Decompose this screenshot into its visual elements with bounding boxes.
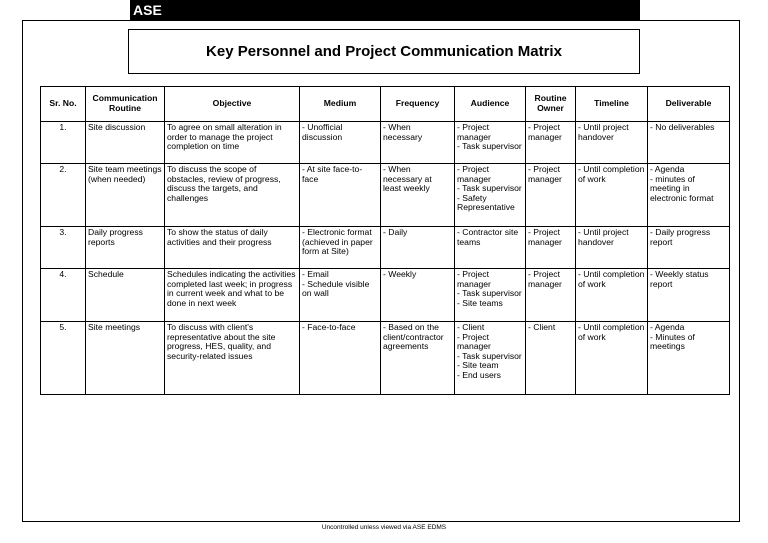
cell-deliverable: - No deliverables <box>648 122 730 164</box>
cell-owner: - Project manager <box>526 164 576 227</box>
table-row <box>41 227 730 269</box>
cell-sr: 1. <box>41 122 86 164</box>
col-header-medium: Medium <box>300 87 381 122</box>
col-header-timeline: Timeline <box>576 87 648 122</box>
col-header-owner: Routine Owner <box>526 87 576 122</box>
cell-timeline: - Until completion of work <box>576 164 648 227</box>
col-header-objective: Objective <box>165 87 300 122</box>
table-header-row <box>41 87 730 122</box>
cell-deliverable: - Agenda - Minutes of meetings <box>648 322 730 395</box>
cell-sr: 4. <box>41 269 86 322</box>
cell-routine: Site team meetings (when needed) <box>86 164 165 227</box>
cell-routine: Schedule <box>86 269 165 322</box>
cell-audience: - Client - Project manager - Task supervisor - Site team - End users <box>455 322 526 395</box>
cell-frequency: - Weekly <box>381 269 455 322</box>
cell-routine: Site meetings <box>86 322 165 395</box>
cell-objective: To discuss with client's representative about the site progress, HES, quality, and security-related issues <box>165 322 300 395</box>
cell-owner: - Client <box>526 322 576 395</box>
table-row <box>41 269 730 322</box>
cell-medium: - Email - Schedule visible on wall <box>300 269 381 322</box>
table-row <box>41 322 730 395</box>
cell-deliverable: - Agenda - minutes of meeting in electronic format <box>648 164 730 227</box>
col-header-audience: Audience <box>455 87 526 122</box>
cell-objective: Schedules indicating the activities completed last week; in progress in current week and what to be done in next week <box>165 269 300 322</box>
footer-note: Uncontrolled unless viewed via ASE EDMS <box>321 524 447 531</box>
cell-objective: To discuss the scope of obstacles, review of progress, discuss the targets, and challenges <box>165 164 300 227</box>
col-header-deliverable: Deliverable <box>648 87 730 122</box>
cell-frequency: - Daily <box>381 227 455 269</box>
cell-deliverable: - Weekly status report <box>648 269 730 322</box>
cell-frequency: - When necessary <box>381 122 455 164</box>
col-header-frequency: Frequency <box>381 87 455 122</box>
cell-routine: Site discussion <box>86 122 165 164</box>
cell-medium: - At site face-to-face <box>300 164 381 227</box>
cell-audience: - Project manager - Task supervisor <box>455 122 526 164</box>
table-row <box>41 122 730 164</box>
cell-audience: - Contractor site teams <box>455 227 526 269</box>
cell-frequency: - When necessary at least weekly <box>381 164 455 227</box>
cell-audience: - Project manager - Task supervisor - Site teams <box>455 269 526 322</box>
cell-sr: 3. <box>41 227 86 269</box>
page-title: Key Personnel and Project Communication Matrix <box>206 43 562 60</box>
cell-timeline: - Until project handover <box>576 122 648 164</box>
table-row <box>41 164 730 227</box>
cell-objective: To show the status of daily activities and their progress <box>165 227 300 269</box>
header-bar <box>130 0 640 20</box>
cell-owner: - Project manager <box>526 122 576 164</box>
cell-owner: - Project manager <box>526 269 576 322</box>
title-box <box>128 29 640 74</box>
cell-medium: - Electronic format (achieved in paper form at Site) <box>300 227 381 269</box>
cell-timeline: - Until completion of work <box>576 322 648 395</box>
cell-medium: - Unofficial discussion <box>300 122 381 164</box>
communication-matrix-table <box>40 86 730 395</box>
col-header-routine: Communication Routine <box>86 87 165 122</box>
cell-sr: 5. <box>41 322 86 395</box>
cell-routine: Daily progress reports <box>86 227 165 269</box>
cell-deliverable: - Daily progress report <box>648 227 730 269</box>
cell-timeline: - Until completion of work <box>576 269 648 322</box>
col-header-sr: Sr. No. <box>41 87 86 122</box>
cell-objective: To agree on small alteration in order to manage the project completion on time <box>165 122 300 164</box>
cell-audience: - Project manager - Task supervisor - Safety Representative <box>455 164 526 227</box>
cell-timeline: - Until project handover <box>576 227 648 269</box>
cell-sr: 2. <box>41 164 86 227</box>
org-label: ASE <box>133 2 162 18</box>
cell-frequency: - Based on the client/contractor agreements <box>381 322 455 395</box>
cell-medium: - Face-to-face <box>300 322 381 395</box>
cell-owner: - Project manager <box>526 227 576 269</box>
